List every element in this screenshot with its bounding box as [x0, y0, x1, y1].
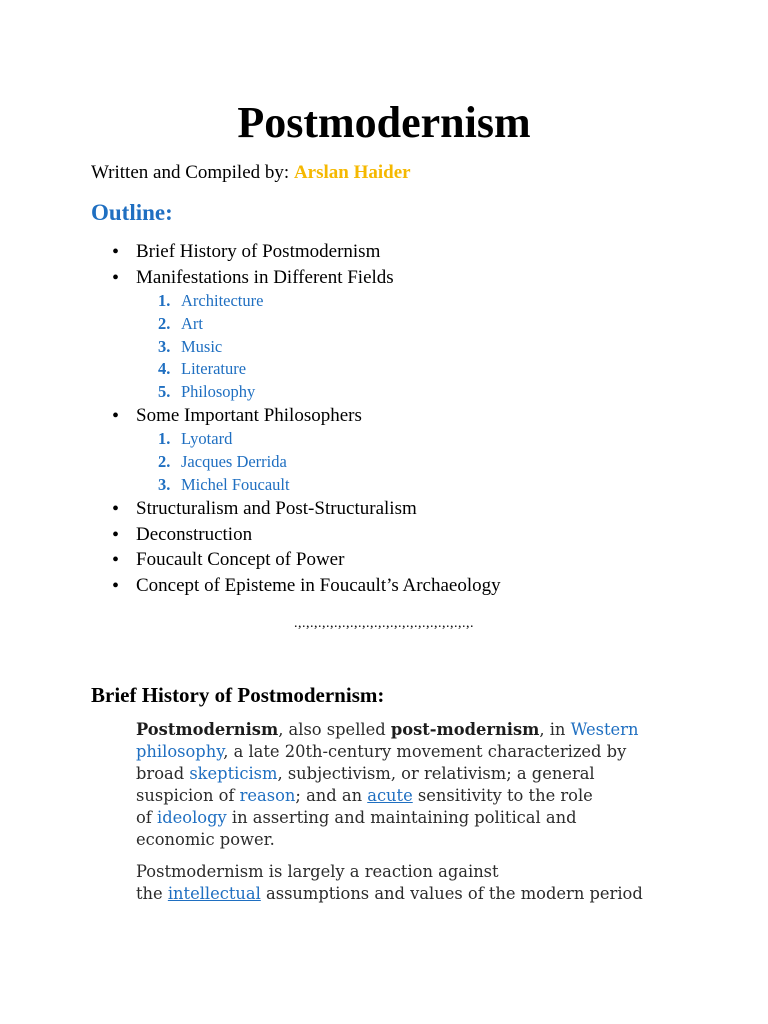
text-run: assumptions and values of the modern period	[260, 884, 643, 903]
subitem-label: Music	[181, 337, 223, 356]
outline-item: • Manifestations in Different Fields	[136, 266, 394, 290]
text-run: suspicion of	[136, 786, 240, 805]
outline-subitem-link[interactable]	[158, 474, 290, 496]
outline-subitem-link[interactable]	[158, 290, 264, 312]
outline-subitem-link[interactable]	[158, 451, 287, 473]
outline-subitem-link[interactable]	[158, 336, 223, 358]
byline	[91, 161, 411, 185]
list-number: 3.	[158, 475, 171, 494]
outline-heading: Outline:	[91, 200, 173, 225]
outline-subitem-link[interactable]	[158, 381, 256, 403]
text-run: economic power.	[136, 830, 275, 849]
list-number: 5.	[158, 382, 171, 401]
text-run: , subjectivism, or relativism; a general	[277, 764, 595, 783]
link-intellectual[interactable]: intellectual	[167, 884, 261, 903]
subitem-label: Jacques Derrida	[181, 452, 287, 471]
text-run: , also spelled	[278, 720, 391, 739]
text-run: , in	[539, 720, 571, 739]
list-number: 1.	[158, 291, 171, 310]
outline-item: • Deconstruction	[136, 523, 252, 547]
text-run: the	[136, 884, 168, 903]
subitem-label: Art	[181, 314, 203, 333]
text-run: Postmodernism is largely a reaction against	[136, 862, 499, 881]
outline-subitem-link[interactable]	[158, 313, 203, 335]
list-number: 2.	[158, 314, 171, 333]
section-heading: Brief History of Postmodernism:	[91, 683, 385, 707]
text-run: of	[136, 808, 158, 827]
subitem-label: Literature	[181, 359, 247, 378]
outline-item: • Foucault Concept of Power	[136, 548, 344, 572]
link-ideology[interactable]: ideology	[157, 808, 227, 827]
link-philosophy[interactable]: philosophy	[136, 742, 224, 761]
outline-subitem-link[interactable]	[158, 358, 247, 380]
subitem-label: Lyotard	[181, 429, 233, 448]
bold-term: Postmodernism	[136, 720, 279, 739]
text-run: broad	[136, 764, 190, 783]
link-skepticism[interactable]: skepticism	[189, 764, 278, 783]
subitem-label: Philosophy	[181, 382, 256, 401]
paragraph	[136, 719, 676, 851]
link-acute[interactable]: acute	[367, 786, 413, 805]
outline-item: • Brief History of Postmodernism	[136, 240, 380, 264]
outline-item: • Concept of Episteme in Foucault’s Archaeology	[136, 574, 501, 598]
text-run: in asserting and maintaining political and	[226, 808, 577, 827]
paragraph	[136, 861, 676, 905]
outline-item: • Structuralism and Post-Structuralism	[136, 497, 417, 521]
link-reason[interactable]: reason	[239, 786, 296, 805]
text-run: ; and an	[295, 786, 368, 805]
subitem-label: Michel Foucault	[181, 475, 290, 494]
section-separator: .,.,.,.,.,.,.,.,.,.,.,.,.,.,.,.,.,.,.,.,.,.,.	[294, 616, 474, 631]
list-number: 4.	[158, 359, 171, 378]
list-number: 3.	[158, 337, 171, 356]
byline-prefix: Written and Compiled by:	[91, 162, 294, 183]
author-name: Arslan Haider	[293, 162, 411, 183]
link-western[interactable]: Western	[570, 720, 639, 739]
text-run: sensitivity to the role	[412, 786, 593, 805]
outline-item: • Some Important Philosophers	[136, 404, 362, 428]
subitem-label: Architecture	[181, 291, 264, 310]
bold-term: post-modernism	[390, 720, 540, 739]
page-title: Postmodernism	[237, 98, 531, 147]
list-number: 2.	[158, 452, 171, 471]
outline-subitem-link[interactable]	[158, 428, 233, 450]
text-run: , a late 20th-century movement characterized by	[223, 742, 627, 761]
list-number: 1.	[158, 429, 171, 448]
